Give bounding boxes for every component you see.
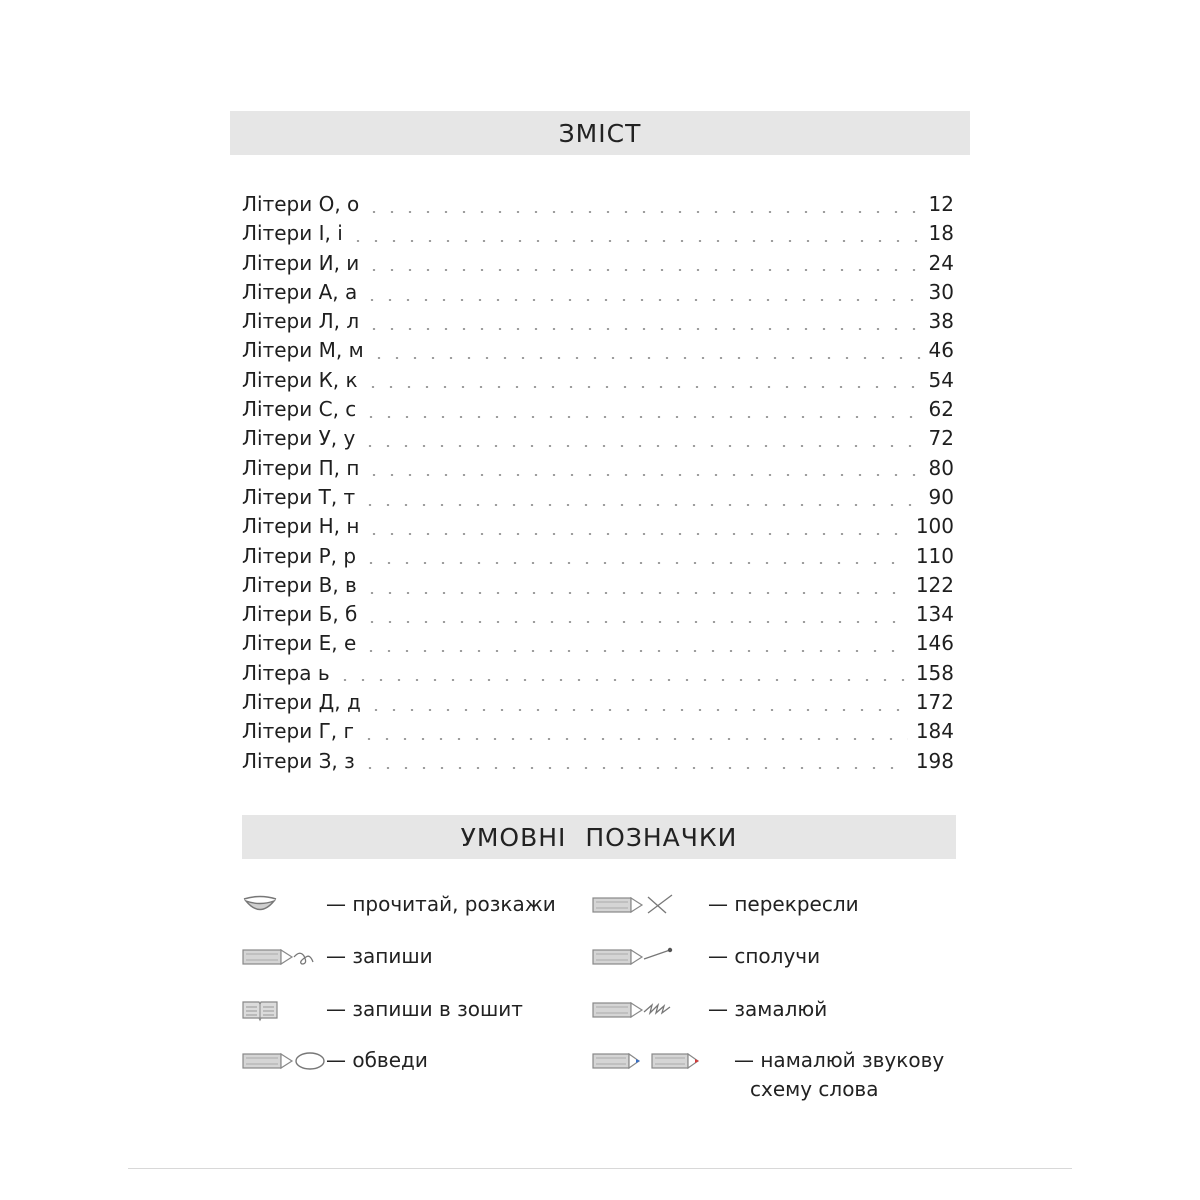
toc-entry-page: 110	[915, 543, 954, 568]
toc-leader-dots	[363, 592, 908, 594]
toc-entry-page: 90	[928, 484, 954, 509]
pencil-connect-icon	[592, 942, 676, 972]
legend-item-notebook	[242, 995, 523, 1025]
toc-entry[interactable]	[242, 454, 954, 483]
toc-entry-page: 80	[928, 455, 954, 480]
toc-entry[interactable]	[242, 424, 954, 453]
toc-entry-page: 172	[915, 690, 954, 715]
toc-heading-band	[230, 111, 970, 155]
legend-text: — запиши в зошит	[326, 997, 523, 1021]
toc-leader-dots	[362, 650, 908, 652]
toc-entry-page: 122	[915, 572, 954, 597]
toc-entry[interactable]	[242, 336, 954, 365]
toc-leader-dots	[362, 416, 920, 418]
toc-entry-page: 62	[928, 397, 954, 422]
legend-item-sound-scheme	[592, 1046, 944, 1104]
toc-entry-title: Літери Е, е	[242, 631, 357, 656]
toc-leader-dots	[365, 533, 907, 535]
toc-leader-dots	[361, 504, 920, 506]
toc-entry-title: Літери І, і	[242, 221, 343, 246]
toc-entry[interactable]	[242, 249, 954, 278]
toc-entry[interactable]	[242, 307, 954, 336]
toc-entry-title: Літери Т, т	[242, 484, 356, 509]
bottom-divider	[128, 1168, 1072, 1169]
toc-entry-page: 54	[928, 367, 954, 392]
toc-entry[interactable]	[242, 747, 954, 776]
toc-leader-dots	[363, 621, 907, 623]
toc-entry[interactable]	[242, 717, 954, 746]
legend-text: — прочитай, розкажи	[326, 892, 556, 916]
toc-heading: ЗМІСТ	[558, 118, 642, 148]
toc-entry[interactable]	[242, 629, 954, 658]
toc-leader-dots	[370, 357, 921, 359]
toc-entry[interactable]	[242, 219, 954, 248]
toc-entry[interactable]	[242, 190, 954, 219]
notebook-icon	[242, 995, 326, 1025]
toc-leader-dots	[365, 269, 920, 271]
toc-entry-page: 24	[928, 250, 954, 275]
toc-entry[interactable]	[242, 278, 954, 307]
legend-text-continued: схему слова	[750, 1077, 879, 1101]
toc-entry[interactable]	[242, 395, 954, 424]
toc-entry-title: Літери Р, р	[242, 543, 357, 568]
toc-entry-title: Літери Д, д	[242, 690, 361, 715]
toc-entry[interactable]	[242, 483, 954, 512]
toc-entry-page: 72	[928, 426, 954, 451]
toc-entry-page: 18	[928, 221, 954, 246]
toc-entry-title: Літери П, п	[242, 455, 360, 480]
legend-heading-band	[242, 815, 956, 859]
toc-leader-dots	[364, 386, 921, 388]
legend-text: — обведи	[326, 1048, 428, 1072]
toc-entry-title: Літери В, в	[242, 572, 357, 597]
toc-leader-dots	[361, 767, 908, 769]
toc-entry-page: 46	[928, 338, 954, 363]
colored-pencils-icon	[592, 1046, 708, 1076]
toc-entry[interactable]	[242, 688, 954, 717]
legend-text: — сполучи	[708, 944, 821, 968]
toc-entry-title: Літера ь	[242, 660, 330, 685]
pencil-write-icon	[242, 942, 326, 972]
legend-text-block	[734, 1046, 944, 1104]
toc-entry-page: 184	[915, 719, 954, 744]
legend-item-read	[242, 890, 556, 920]
toc-entry-page: 134	[915, 602, 954, 627]
toc-leader-dots	[336, 679, 908, 681]
toc-entry-page: 38	[928, 309, 954, 334]
toc-entry-title: Літери Г, г	[242, 719, 355, 744]
pencil-cross-icon	[592, 890, 676, 920]
legend-item-write	[242, 942, 433, 972]
toc-entry[interactable]	[242, 600, 954, 629]
toc-leader-dots	[365, 474, 920, 476]
toc-entry-title: Літери А, а	[242, 279, 358, 304]
mouth-icon	[242, 890, 326, 920]
legend-text: — замалюй	[708, 997, 828, 1021]
legend-item-shade	[592, 995, 827, 1025]
toc-entry[interactable]	[242, 542, 954, 571]
legend-heading: УМОВНІ ПОЗНАЧКИ	[460, 822, 738, 852]
toc-leader-dots	[362, 562, 908, 564]
toc-entry-title: Літери К, к	[242, 367, 358, 392]
toc-entry-title: Літери М, м	[242, 338, 364, 363]
toc-leader-dots	[365, 328, 920, 330]
toc-entry-title: Літери С, с	[242, 397, 357, 422]
legend-item-cross	[592, 890, 859, 920]
toc-entry-page: 30	[928, 279, 954, 304]
toc-entry[interactable]	[242, 571, 954, 600]
toc-entry-title: Літери О, о	[242, 192, 360, 216]
toc-leader-dots	[349, 240, 921, 242]
toc-entry-title: Літери З, з	[242, 748, 355, 773]
legend-text: — намалюй звукову	[734, 1048, 945, 1072]
toc-entry-page: 146	[915, 631, 954, 656]
toc-entry-page: 198	[915, 748, 954, 773]
toc-entry-page: 158	[915, 660, 954, 685]
toc-entry-page: 100	[915, 514, 954, 539]
legend-item-circle	[242, 1046, 428, 1076]
toc-entry-title: Літери У, у	[242, 426, 356, 451]
legend-text: — запиши	[326, 944, 433, 968]
toc-entry-title: Літери Н, н	[242, 514, 360, 539]
toc-leader-dots	[360, 738, 908, 740]
toc-list	[242, 190, 954, 776]
toc-entry[interactable]	[242, 512, 954, 541]
toc-leader-dots	[365, 211, 920, 213]
toc-entry-title: Літери И, и	[242, 250, 360, 275]
toc-entry-title: Літери Б, б	[242, 602, 358, 627]
toc-leader-dots	[361, 445, 920, 447]
pencil-shade-icon	[592, 995, 676, 1025]
toc-leader-dots	[367, 709, 908, 711]
toc-entry-title: Літери Л, л	[242, 309, 360, 334]
legend-item-connect	[592, 942, 820, 972]
toc-leader-dots	[363, 299, 920, 301]
toc-entry-page: 12	[928, 192, 954, 216]
toc-entry[interactable]	[242, 366, 954, 395]
legend-text: — перекресли	[708, 892, 859, 916]
toc-entry[interactable]	[242, 659, 954, 688]
pencil-circle-icon	[242, 1046, 326, 1076]
